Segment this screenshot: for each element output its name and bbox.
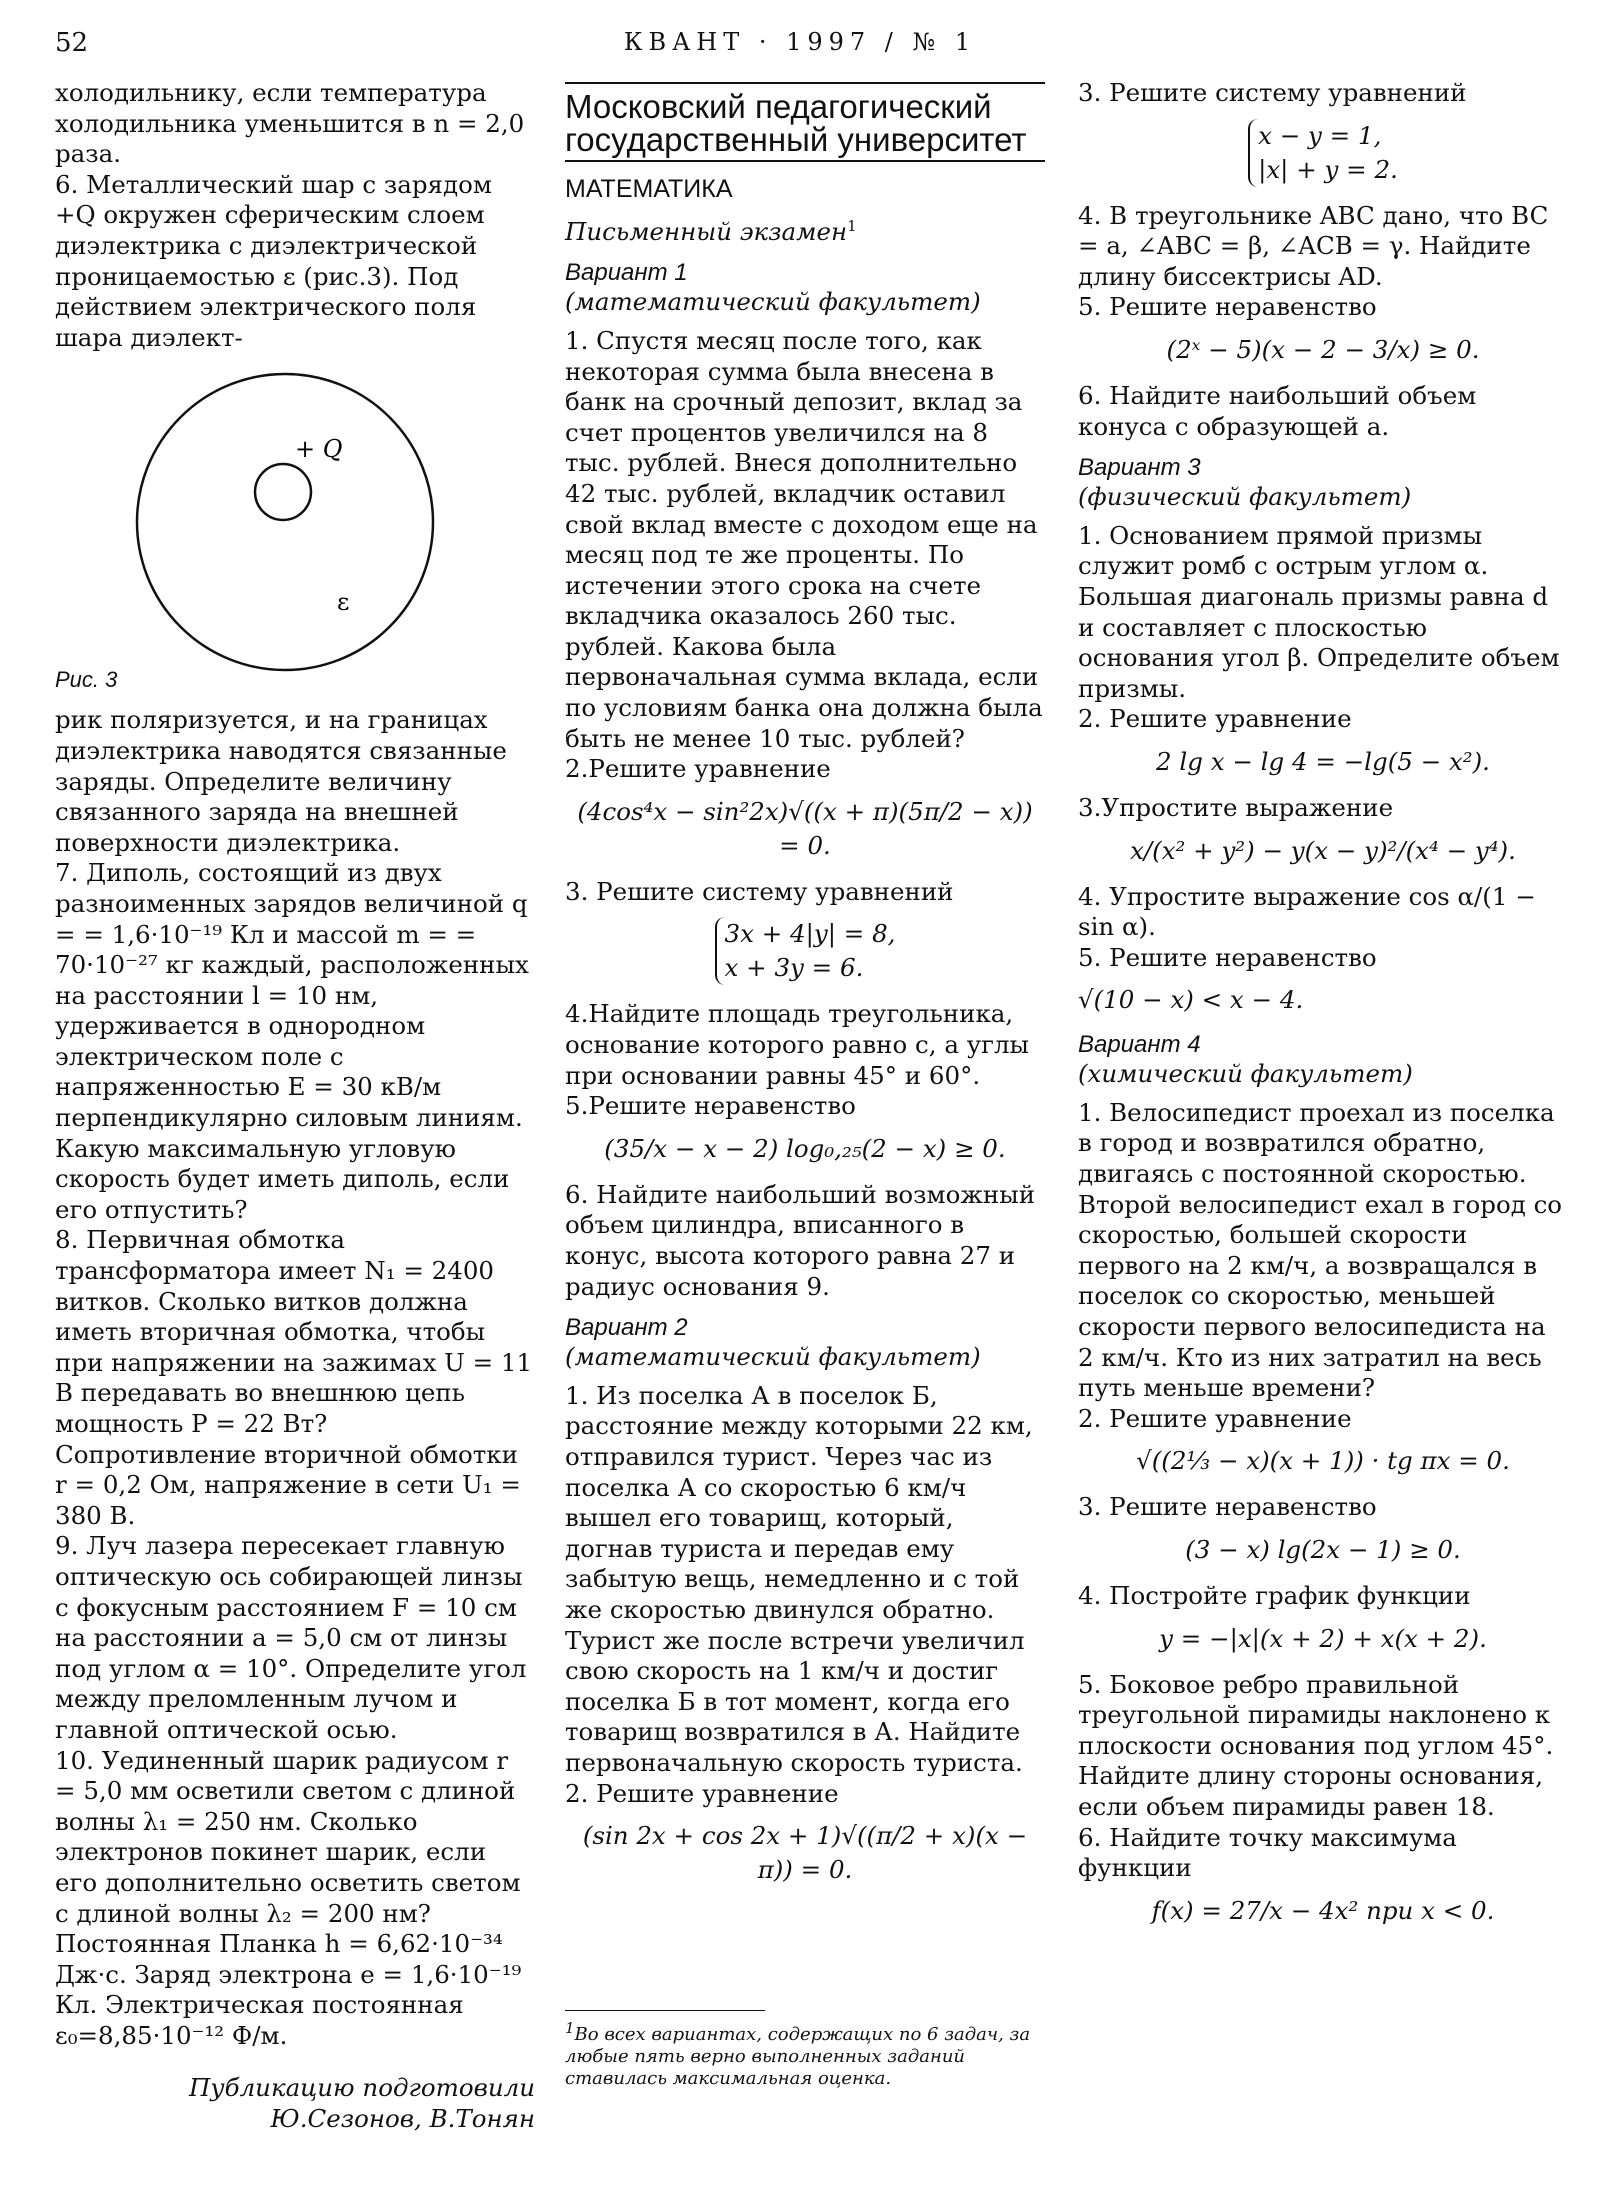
v4-problem-3: 3. Решите неравенство xyxy=(1078,1492,1377,1522)
exam-heading xyxy=(565,211,1045,248)
v1-problem-3: 3. Решите систему уравнений xyxy=(565,876,954,906)
v2-formula-3 xyxy=(1078,119,1568,187)
v4-problem-2: 2. Решите уравнение xyxy=(1078,1403,1352,1433)
figure-caption: Рис. 3 xyxy=(55,666,118,692)
system-eq-1: 3x + 4|y| = 8, xyxy=(724,919,896,949)
system-eq-2: |x| + y = 2. xyxy=(1258,154,1398,184)
v2-problem-5: 5. Решите неравенство xyxy=(1078,292,1377,322)
v1-problem-5: 5.Решите неравенство xyxy=(565,1091,856,1121)
variant-4-title: Вариант 4 xyxy=(1078,1031,1201,1059)
v1-problem-4: 4.Найдите площадь треугольника, основание которого равно c, а углы при основании равны 45° и 60°. xyxy=(565,999,1030,1090)
v1-problem-6: 6. Найдите наибольший возможный объем цилиндра, вписанного в конус, высота которого равна 27 и радиус основания 9. xyxy=(565,1179,1036,1301)
running-header: КВАНТ · 1997 / № 1 xyxy=(623,28,977,56)
variant-4-faculty: (химический факультет) xyxy=(1078,1059,1413,1089)
v4-problem-6: 6. Найдите точку максимума функции xyxy=(1078,1822,1457,1883)
footnote xyxy=(565,2010,1045,2090)
v3-problem-1: 1. Основанием прямой призмы служит ромб с острым углом α. Большая диагональ призмы равна d и составляет с плоскостью основания угол β. Определите объем призмы. xyxy=(1078,520,1560,703)
v1-formula-2: (4cos⁴x − sin²2x)√((x + π)(5π/2 − x)) = 0. xyxy=(577,796,1033,860)
problem-10: 10. Уединенный шарик радиусом r = 5,0 мм осветили светом с длиной волны λ₁ = 250 нм. Сколько электронов покинет шарик, если его дополнительно осветить светом с длиной волны λ₂ = 200 нм? Постоянная Планка h = 6,62·10⁻³⁴ Дж·с. Заряд электрона e = 1,6·10⁻¹⁹ Кл. Электрическая постоянная ε₀=8,85·10⁻¹² Ф/м. xyxy=(55,1745,522,2050)
v4-formula-3: (3 − x) lg(2x − 1) ≥ 0. xyxy=(1185,1535,1461,1564)
v3-formula-3: x/(x² + y²) − y(x − y)²/(x⁴ − y⁴). xyxy=(1130,835,1516,865)
v3-problem-3: 3.Упростите выражение xyxy=(1078,792,1394,822)
variant-1-faculty: (математический факультет) xyxy=(565,287,981,317)
column-right xyxy=(1078,78,1568,1942)
v4-problem-1: 1. Велосипедист проехал из поселка в город и возвратился обратно, двигаясь с постоянной скоростью. Второй велосипедист ехал в город со скоростью, большей скорости первого на 2 км/ч, а возвращался в поселок со скоростью, меньшей скорости первого велосипедиста на 2 км/ч. Кто из них затратил на весь путь меньше времени? xyxy=(1078,1097,1563,1403)
v2-formula-2: (sin 2x + cos 2x + 1)√((π/2 + x)(x − π)) = 0. xyxy=(582,1821,1028,1885)
system-eq-2: x + 3y = 6. xyxy=(724,953,864,983)
sphere-diagram xyxy=(55,367,535,697)
problem-9: 9. Луч лазера пересекает главную оптическую ось собирающей линзы с фокусным расстоянием F = 10 см на расстоянии a = 5,0 см от линзы под углом α = 10°. Определите угол между преломленным лучом и главной оптической осью. xyxy=(55,1531,527,1744)
footnote-rule xyxy=(565,2010,765,2011)
exam-title: Письменный экзамен xyxy=(565,216,848,246)
footnote-mark: 1 xyxy=(565,2019,575,2037)
credits-line-1: Публикацию подготовили xyxy=(189,2073,535,2103)
v3-problem-2: 2. Решите уравнение xyxy=(1078,704,1352,734)
problem-5-ending: холодильнику, если температура холодильника уменьшится в n = 2,0 раза. xyxy=(55,78,525,169)
v3-formula-5: √(10 − x) < x − 4. xyxy=(1078,985,1304,1015)
v1-formula-5: (35/x − x − 2) log₀,₂₅(2 − x) ≥ 0. xyxy=(604,1133,1006,1163)
equation-system xyxy=(715,917,896,985)
institution-title: Московский педагогический государственный университет xyxy=(565,82,1045,162)
variant-2-title: Вариант 2 xyxy=(565,1314,688,1342)
variant-3-faculty: (физический факультет) xyxy=(1078,482,1412,512)
problem-6-continued: рик поляризуется, и на границах диэлектрика наводятся связанные заряды. Определите величину связанного заряда на внешней поверхности диэлектрика. xyxy=(55,705,507,857)
v2-problem-3: 3. Решите систему уравнений xyxy=(1078,78,1467,107)
problem-8: 8. Первичная обмотка трансформатора имеет N₁ = 2400 витков. Сколько витков должна иметь вторичная обмотка, чтобы при напряжении на зажимах U = 11 В передавать во внешнюю цепь мощность P = 22 Вт? Сопротивление вторичной обмотки r = 0,2 Ом, напряжение в сети U₁ = 380 В. xyxy=(55,1225,533,1530)
outer-dielectric-circle xyxy=(137,374,433,670)
v4-formula-6: f(x) = 27/x − 4x² при x < 0. xyxy=(1151,1895,1495,1925)
variant-3-title: Вариант 3 xyxy=(1078,454,1201,482)
variant-1-title: Вариант 1 xyxy=(565,259,688,287)
v4-formula-2: √((2⅓ − x)(x + 1)) · tg πx = 0. xyxy=(1136,1446,1510,1476)
v2-formula-5: (2ˣ − 5)(x − 2 − 3/x) ≥ 0. xyxy=(1166,334,1480,364)
charged-ball-circle xyxy=(255,464,311,520)
v4-problem-5: 5. Боковое ребро правильной треугольной пирамиды наклонено к плоскости основания под углом 45°. Найдите длину стороны основания, если объем пирамиды равен 18. xyxy=(1078,1669,1554,1821)
credits xyxy=(55,2073,535,2134)
variant-2-faculty: (математический факультет) xyxy=(565,1342,981,1372)
column-middle xyxy=(565,78,1045,1901)
v4-formula-4: y = −|x|(x + 2) + x(x + 2). xyxy=(1159,1623,1487,1653)
v2-problem-1: 1. Из поселка А в поселок Б, расстояние между которыми 22 км, отправился турист. Через час из поселка А со скоростью 6 км/ч вышел его товарищ, который, догнав туриста и передав ему забытую вещь, немедленно и с той же скоростью двинулся обратно. Турист же после встречи увеличил свою скорость на 1 км/ч и достиг поселка Б в тот момент, когда его товарищ возвратился в А. Найдите первоначальную скорость туриста. xyxy=(565,1380,1033,1777)
v1-problem-2: 2.Решите уравнение xyxy=(565,754,831,784)
v1-formula-3 xyxy=(565,917,1045,985)
v1-problem-1: 1. Спустя месяц после того, как некоторая сумма была внесена в банк на срочный депозит, вклад за счет процентов увеличился на 8 тыс. рублей. Внеся дополнительно 42 тыс. рублей, вкладчик оставил свой вклад вместе с доходом еще на месяц под те же проценты. По истечении этого срока на счете вкладчика оказалось 260 тыс. рублей. Какова была первоначальная сумма вклада, если по условиям банка она должна была быть не менее 10 тыс. рублей? xyxy=(565,325,1043,753)
subject-heading: МАТЕМАТИКА xyxy=(565,175,733,203)
v3-problem-5: 5. Решите неравенство xyxy=(1078,942,1377,972)
problem-7: 7. Диполь, состоящий из двух разноименных зарядов величиной q = = 1,6·10⁻¹⁹ Кл и массой m = = 70·10⁻²⁷ кг каждый, расположенных на расстоянии l = 10 нм, удерживается в однородном электрическом поле с напряженностью E = 30 кВ/м перпендикулярно силовым линиям. Какую максимальную угловую скорость будет иметь диполь, если его отпустить? xyxy=(55,858,529,1224)
v2-problem-4: 4. В треугольнике ABC дано, что BC = a, ∠ABC = β, ∠ACB = γ. Найдите длину биссектрисы AD. xyxy=(1078,200,1549,291)
charge-label: + Q xyxy=(295,435,343,464)
footnote-text: Во всех вариантах, содержащих по 6 задач, за любые пять верно выполненных заданий ставилась максимальная оценка. xyxy=(565,2024,1031,2089)
equation-system xyxy=(1248,119,1398,187)
system-eq-1: x − y = 1, xyxy=(1258,120,1382,150)
v4-problem-4: 4. Постройте график функции xyxy=(1078,1581,1471,1610)
column-left xyxy=(55,78,535,2135)
v2-problem-6: 6. Найдите наибольший объем конуса с образующей a. xyxy=(1078,380,1477,441)
v3-formula-2: 2 lg x − lg 4 = −lg(5 − x²). xyxy=(1156,746,1490,776)
problem-6: 6. Металлический шар с зарядом +Q окружен сферическим слоем диэлектрика с диэлектрической проницаемостью ε (рис.3). Под действием электрического поля шара диэлект- xyxy=(55,169,492,352)
figure-3 xyxy=(55,367,535,697)
credits-line-2: Ю.Сезонов, В.Тонян xyxy=(270,2104,535,2134)
v2-problem-2: 2. Решите уравнение xyxy=(565,1778,839,1808)
epsilon-label: ε xyxy=(337,588,350,617)
exam-footnote-mark: 1 xyxy=(847,216,857,235)
page-number: 52 xyxy=(55,28,89,58)
v3-problem-4: 4. Упростите выражение cos α/(1 − sin α). xyxy=(1078,881,1536,942)
